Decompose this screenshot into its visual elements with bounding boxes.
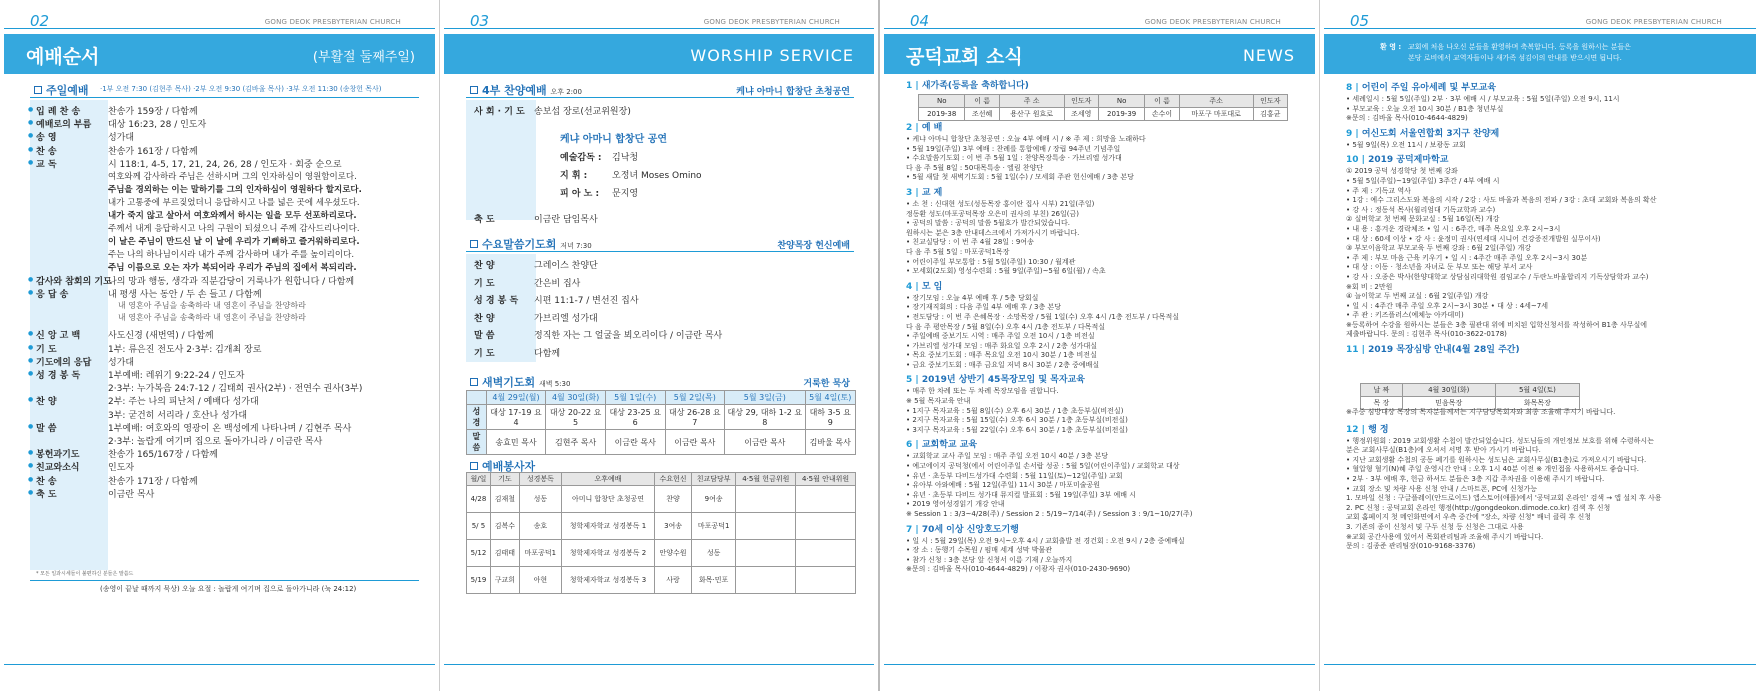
responsive-line: 주는 나의 하나님이시라 내가 주께 감사하며 내가 주를 높이리이다. <box>108 250 355 260</box>
page-subtitle: (부활절 둘째주일) <box>312 50 415 65</box>
column-header: 4월 30일(화) <box>1402 384 1495 397</box>
service-label: 기 도 <box>474 348 495 359</box>
order-value: 1부: 류은진 전도사 2·3부: 김개최 장로 <box>108 344 262 355</box>
news-heading: 12 | 행 정 <box>1346 424 1389 435</box>
order-label: 예배로의 부름 <box>36 120 92 131</box>
news-line: ※문의 : 김바울 목사(010-4644-4829) <box>1346 114 1468 123</box>
news-heading: 9 | 여신도회 서울연합회 3지구 찬양제 <box>1346 128 1500 139</box>
cast-label: 피 아 노 : <box>560 189 600 199</box>
order-label: 찬 송 <box>36 476 57 487</box>
responsive-line: 이 날은 주님이 만드신 날 이 날에 우리가 기뻐하고 즐거워하리로다. <box>108 237 360 247</box>
column-header: 4·5월 안내위원 <box>796 473 856 486</box>
news-line: • 세례일시 : 5월 5일(주일) 2부 · 3부 예배 시 / 부모교육 : 5월 5일(주일) 오전 9시, 11시 <box>1346 95 1620 103</box>
page-title: WORSHIP SERVICE <box>690 46 854 65</box>
table-cell: 마포구 마포대로 <box>1179 108 1253 121</box>
dawn-prayer-table <box>466 390 856 455</box>
title-banner <box>444 34 874 74</box>
news-line: • 장기재직회의 : 다음 주일 4부 예배 후 / 3층 본당 <box>906 303 1061 312</box>
column-header: 오후예배 <box>561 473 654 486</box>
order-label: 찬 양 <box>36 397 57 408</box>
response-line: 내 영혼아 주님을 송축하라 내 영혼이 주님을 찬양하라 <box>118 301 306 311</box>
table-row <box>467 513 856 540</box>
order-value: 찬송가 165/167장 / 다함께 <box>108 450 218 461</box>
order-label: 성 경 봉 독 <box>36 371 81 381</box>
service-value: 시편 11:1-7 / 변선진 집사 <box>534 296 639 306</box>
table-cell: 믿음목장 <box>1402 397 1495 410</box>
news-col <box>906 80 1306 93</box>
table-cell: 5/19 <box>467 567 491 594</box>
church-name: GONG DEOK PRESBYTERIAN CHURCH <box>1585 18 1722 26</box>
service-value: 간은비 집사 <box>534 278 581 289</box>
news-heading: 11 | 2019 목장심방 안내(4월 28일 주간) <box>1346 345 1520 356</box>
table-row <box>467 430 856 455</box>
news-line: • 모세회(2도회) 영성수련회 : 5월 9일(주일)~5월 6일(월) / 속초 <box>906 267 1106 276</box>
order-value: 1부예배: 여호와의 영광이 온 백성에게 나타나며 / 김현주 목사 <box>108 423 352 434</box>
order-label: 축 도 <box>36 489 57 500</box>
welcome-banner <box>1324 34 1756 74</box>
section-theme: 케냐 아마니 합창단 초청공연 <box>736 87 850 97</box>
table-cell: 대상 26-28 요 7 <box>665 405 725 430</box>
news-line: • 예고에이지 공덕청(에서 어린이주일 손서랍 성공 : 5월 5일(어린이주일) / 교회학교 대상 <box>906 462 1180 471</box>
table-cell: 5/ 5 <box>467 513 491 540</box>
service-label: 찬 양 <box>474 313 495 324</box>
table-cell: 김바울 목사 <box>805 430 856 455</box>
table-cell: 용산구 원효로 <box>999 108 1064 121</box>
news-line: ① 2019 공덕 성경학당 첫 번째 강좌 <box>1346 167 1458 176</box>
news-line: • 일 시 : 5월 29일(목) 오전 9시~오후 4시 / 교회출발 전 경건회 : 오전 9시 / 2층 중예배실 <box>906 536 1185 545</box>
news-line: • 지난 교회생활 수첩의 공동 폐기를 원하시는 성도님은 교회사무실(B1층)로 가져오시기 바랍니다. <box>1346 455 1647 464</box>
page-news <box>880 0 1320 691</box>
column-header: 기도 <box>490 473 519 486</box>
column-header: 이 름 <box>965 95 999 108</box>
table-cell: 목 장 <box>1361 397 1403 410</box>
service-value: 정직한 자는 그 얼굴을 뵈오리이다 / 이금란 목사 <box>534 331 723 341</box>
today-verse: (송영이 끝날 때까지 묵상) 오늘 요절 : 놀랍게 여기며 집으로 돌아가니라 (눅 24:12) <box>100 585 357 593</box>
table-cell: 아현 <box>519 567 561 594</box>
section-title: 주일예배 <box>34 82 89 98</box>
news-line: ③ 부모이음학교 부모교육 두 번째 강좌 : 6월 2일(주일) 개강 <box>1346 244 1532 253</box>
cast-label: 예술감독 : <box>560 153 602 163</box>
news-line: • 2부 · 3부 예배 후, 헌금 하셔도 분들은 3층 지갑 주차권을 이용해 주시기 바랍니다. <box>1346 474 1605 483</box>
table-cell <box>796 513 856 540</box>
responsive-line: 주께서 내게 응답하시고 나의 구원이 되셨으니 주께 감사드리나이다. <box>108 224 360 234</box>
order-label: 응 답 송 <box>36 290 69 301</box>
news-line: • 주 관 : 키즈플러스(예체능 아카데미) <box>1346 311 1464 320</box>
service-label: 기 도 <box>474 278 495 289</box>
news-list <box>1346 82 1746 361</box>
news-line: • 5월 새달 첫 새벽기도회 : 5월 1일(수) / 모세회 주관 헌신예배 / 3층 본당 <box>906 173 1134 182</box>
order-label: 친교와소식 <box>36 463 80 474</box>
responsive-line: 내가 죽지 않고 살아서 여호와께서 하시는 일을 모두 선포하리로다. <box>108 211 357 221</box>
cast-label: 지 휘 : <box>560 171 588 181</box>
news-line: • 행정위원회 : 2019 교회생활 수첩이 발간되었습니다. 성도님들의 개인정보 보호를 위해 수령하시는 <box>1346 436 1654 445</box>
table-header <box>467 473 856 486</box>
news-line: • 일 시 : 4주간 매주 주일 오후 2시~3시 30분 • 대 상 : 4세~7세 <box>1346 301 1548 310</box>
table-header <box>919 95 1288 108</box>
news-line: • 강 사 : 오종은 박사(한양대학교 상담심리대학원 겸임교수 / 두란노바울합리지 기독상담학과 교수) <box>1346 272 1649 281</box>
section-title: 새벽기도회 새벽 5:30 <box>470 374 570 390</box>
page-title: 공덕교회 소식 <box>906 46 1023 68</box>
news-line: 다 음 주 5월 5일 : 마포공덕1목장 <box>906 247 1010 256</box>
table-cell: 구교희 <box>490 567 519 594</box>
column-header: 이 름 <box>1145 95 1179 108</box>
response-line: 내 영혼아 주님을 송축하라 내 영혼이 주님을 찬양하라 <box>118 313 306 323</box>
news-line: • 수요말씀기도회 : 이 번 주 5월 1일 : 찬양목장특송 · 가브리엘 성가대 <box>906 154 1122 163</box>
page-news-2 <box>1320 0 1760 691</box>
title-banner <box>884 34 1315 74</box>
column-header: 주소 <box>1179 95 1253 108</box>
news-line: 분은 교회사무실(B1층)에 오셔서 서명 후 받아 가시기 바랍니다. <box>1346 446 1541 455</box>
table-row <box>919 108 1288 121</box>
news-line: • 가브리엘 성가대 모임 : 매주 화요일 오후 2시 / 2층 성가대실 <box>906 341 1097 350</box>
news-heading: 10 | 2019 공덕제마학교 <box>1346 155 1449 166</box>
news-line: 다 음 주 5월 8일 : 50대목특송 · 엘림 찬양단 <box>906 163 1044 172</box>
order-value: 1부예배: 레위기 9:22-24 / 인도자 <box>108 371 245 381</box>
news-line: ※ 5월 목자교육 안내 <box>906 397 971 406</box>
visit-table <box>1360 383 1580 410</box>
table-cell: 김복수 <box>490 513 519 540</box>
news-line: • 교회 장소 및 차량 사용 신청 안내 / 스마트폰, PC에 신청가능 <box>1346 484 1538 493</box>
table-cell: 찬양 <box>655 486 692 513</box>
news-line: • 1강 : 예수 그리스도와 복음의 시작 / 2강 : 사도 바울과 복음의 전파 / 3강 : 초대 교회와 복음의 확산 <box>1346 196 1657 205</box>
column-header: 주 소 <box>999 95 1064 108</box>
table-cell: 3여송 <box>655 513 692 540</box>
table-cell: 대상 29, 대하 1-2 요 8 <box>725 405 805 430</box>
news-line: • 1지구 목자교육 : 5월 8일(수) 오후 6시 30분 / 1층 초등부실(비전실) <box>906 406 1124 415</box>
column-header: 성경봉독 <box>519 473 561 486</box>
news-line: • 2019 영어성경읽기 개강 안내 <box>906 500 1005 509</box>
table-cell <box>736 567 796 594</box>
order-label: 찬 송 <box>36 146 57 157</box>
column-header: 4·5월 헌금위원 <box>736 473 796 486</box>
concert-title: 케냐 아마니 합창단 공연 <box>560 134 668 145</box>
news-line: 3. 기존의 종이 신청서 및 구두 신청 등 신청은 그대로 사용 <box>1346 522 1524 531</box>
order-value: 2·3부: 누가복음 24:7-12 / 김태희 권사(2부) · 전연수 권사(3부) <box>108 384 363 395</box>
table-cell: 화목·민포 <box>691 567 735 594</box>
news-line: • 유년 · 초등부 다비드 성가대 뮤지컬 발표회 : 5월 19일(주일) 3부 예배 시 <box>906 490 1136 499</box>
table-cell <box>796 486 856 513</box>
responsive-line: 주님을 경외하는 이는 말하기를 그의 인자하심이 영원하다 할지로다. <box>108 185 362 195</box>
column-header: 5월 3일(금) <box>725 391 805 405</box>
news-line: ※주중 심방대상 목장의 목자분들께서는 지구담당목회자와 최종 조율해 주시기 바랍니다. <box>1346 408 1616 416</box>
table-cell: 대상 20-22 요 5 <box>546 405 606 430</box>
table-cell: 송호 <box>519 513 561 540</box>
column-header: 5월 4일(토) <box>1495 384 1579 397</box>
cast-value: 김낙청 <box>612 153 639 163</box>
news-line: 교회 홈페이지 첫 메인화면에서 우측 중간에 "장소, 차량 신청" 배너 클릭 후 신청 <box>1346 513 1591 522</box>
order-label: 기도에의 응답 <box>36 357 92 368</box>
table-cell: 청학제자학교 성경봉독 1 <box>561 513 654 540</box>
page-number: 05 <box>1350 12 1370 30</box>
table-cell: 사랑 <box>655 567 692 594</box>
service-value: 그레이스 찬양단 <box>534 261 598 271</box>
cast-value: 오정녀 Moses Omino <box>612 171 702 181</box>
table-cell: 대하 3-5 요 9 <box>805 405 856 430</box>
news-line: • 유아부 아와예배 : 5월 12일(주일) 11시 30분 / 마포미술공원 <box>906 481 1100 490</box>
church-name: GONG DEOK PRESBYTERIAN CHURCH <box>1144 18 1281 26</box>
news-heading: 1 | 새가족(등록을 축하합니다) <box>906 81 1029 91</box>
news-line: ④ 늘이학교 두 번째 교실 : 6월 2일(주일) 개강 <box>1346 292 1489 301</box>
order-value: 내 평생 사는 동안 / 두 손 들고 / 다함께 <box>108 290 262 301</box>
table-cell: 마포공덕1 <box>519 540 561 567</box>
newcomer-table <box>918 94 1288 121</box>
order-label: 기 도 <box>36 344 57 355</box>
column-header: 날 짜 <box>1361 384 1403 397</box>
cast-value: 문지영 <box>612 189 639 199</box>
news-line: • 매주 한 차례 또는 두 차례 목장모임을 권합니다. <box>906 387 1059 396</box>
news-line: • 친교실담당 : 이 번 주 4월 28일 : 9여송 <box>906 238 1034 247</box>
section-title: 4부 찬양예배 오후 2:00 <box>470 82 582 98</box>
news-line: • 대 상 : 이동 · 청소년을 자녀로 둔 부모 또는 해당 부서 교사 <box>1346 263 1533 272</box>
table-cell <box>736 513 796 540</box>
news-line: 2. PC 신청 : 공덕교회 온라인 행정(http://gongdeokon.dimode.co.kr) 검색 후 신청 <box>1346 503 1611 512</box>
table-row <box>467 540 856 567</box>
page-title: 예배순서 <box>26 46 100 68</box>
order-value: 성가대 <box>108 357 135 368</box>
news-line: • 대 상 : 60세 이상 • 강 사 : 윤정미 권사(연세대 시니어 건강증진개발원 실무이사) <box>1346 234 1601 243</box>
table-cell: 성동 <box>691 540 735 567</box>
news-line: 1. 모바일 신청 : 구글플레이(안드로이드) 앱스토어(애플)에서 '공덕교회 온라인' 검색 → 앱 설치 후 사용 <box>1346 494 1662 503</box>
news-heading: 6 | 교회학교 교육 <box>906 440 978 451</box>
table-cell: 말씀 <box>467 430 487 455</box>
column-header: 5월 4일(토) <box>805 391 856 405</box>
news-line: ※교회 공간사용에 있어서 목회관리팀과 조율해 주시기 바랍니다. <box>1346 532 1544 541</box>
order-value: 2·3부: 놀랍게 여기며 집으로 돌아가니라 / 이금란 목사 <box>108 437 323 447</box>
church-name: GONG DEOK PRESBYTERIAN CHURCH <box>264 18 401 26</box>
news-line: • 주 제 : 부모 마음 근육 키우기 • 일 시 : 4주간 매주 주일 오후 2시~3시 30분 <box>1346 253 1588 262</box>
table-cell <box>736 486 796 513</box>
service-value: 다함께 <box>534 348 561 359</box>
table-cell: 아미니 합창단 초청공연 <box>561 486 654 513</box>
page-number: 03 <box>470 12 490 30</box>
news-heading: 3 | 교 제 <box>906 187 943 198</box>
news-line: ※회 비 : 2만원 <box>1346 282 1393 291</box>
table-cell: 화목목장 <box>1495 397 1579 410</box>
table-row <box>467 405 856 430</box>
table-cell: 손수이 <box>1145 108 1179 121</box>
news-line: • 주일예배 중보기도 시역 : 매주 주일 오전 10시 / 1층 비전실 <box>906 332 1095 341</box>
table-cell: 조세영 <box>1064 108 1098 121</box>
order-label: 말 씀 <box>36 423 57 434</box>
news-line: • 5월 5일(주일)~19일(주일) 3주간 / 4부 예배 시 <box>1346 176 1500 185</box>
column-header: No <box>919 95 965 108</box>
order-value: 인도자 <box>108 463 135 474</box>
order-value: 대상 16:23, 28 / 인도자 <box>108 120 207 131</box>
table-cell: 성동 <box>519 486 561 513</box>
news-line: • 5월 19일(주일) 3부 예배 : 찬례를 통합예배 / 장립 94주년 기념주일 <box>906 144 1121 153</box>
service-label: 성 경 봉 독 <box>474 296 519 306</box>
table-cell: 안양수원 <box>655 540 692 567</box>
news-line: • 부모교육 : 오늘 오전 10시 30분 / B1층 청년부실 <box>1346 104 1504 113</box>
welcome-text: 환 영 : 교회에 처음 나오신 분들을 환영하며 축복합니다. 등록을 원하시는 분들은 본당 로비에서 교역자들이나 새가족 섬김이의 안내를 받으시면 됩니다. <box>1380 43 1631 62</box>
table-cell: 성경 <box>467 405 487 430</box>
news-heading: 4 | 모 임 <box>906 281 943 292</box>
order-label: 봉헌과기도 <box>36 450 80 461</box>
table-cell: 4/28 <box>467 486 491 513</box>
news-line: • 3지구 목자교육 : 5월 22일(수) 오후 6시 30분 / 1층 초등부실(비전실) <box>906 425 1128 434</box>
order-value: 사도신경 (새번역) / 다함께 <box>108 331 214 342</box>
column-header: 5월 2일(목) <box>665 391 725 405</box>
order-value: 시 118:1, 4-5, 17, 21, 24, 26, 28 / 인도자 · 회중 순으로 <box>108 159 342 170</box>
news-line: 정동환 성도(마포공덕목장 오은미 권사의 부친) 26일(금) <box>906 209 1079 218</box>
column-header: 수요헌신 <box>655 473 692 486</box>
column-header: No <box>1098 95 1144 108</box>
news-line: ※ Session 1 : 3/3~4/28(주) / Session 2 : 5/19~7/14(주) / Session 3 : 9/1~10/27(주) <box>906 510 1193 518</box>
order-value: 나의 망과 행동, 생각과 직분감당이 거룩나가 원합니다 / 다함께 <box>108 277 355 287</box>
order-label: 입 례 찬 송 <box>36 107 81 117</box>
order-value: 찬송가 171장 / 다함께 <box>108 476 198 487</box>
news-line: 제출바랍니다. 문의 : 김현주 목사(010-3622-0178) <box>1346 330 1507 339</box>
table-cell: 김현주 목사 <box>546 430 606 455</box>
order-label: 송 영 <box>36 133 57 144</box>
news-line: • 케냐 아마니 합창단 초청공연 : 오늘 4부 예배 시 / ※ 주 제 : 희망을 노래하다 <box>906 135 1146 143</box>
news-line: ※문의 : 김바울 목사(010-4644-4829) / 이광자 권사(010-2430-9690) <box>906 565 1131 574</box>
news-line: • 강 사 : 정동석 목사(윌리엄대 기독교학과 교수) <box>1346 205 1496 214</box>
page-number: 02 <box>30 12 50 30</box>
news-line: • 금요 중보기도회 : 매주 금요일 저녁 8시 30분 / 2층 중예배실 <box>906 360 1100 369</box>
table-header <box>467 391 856 405</box>
news-heading: 2 | 예 배 <box>906 123 943 133</box>
column-header: 인도자 <box>1253 95 1287 108</box>
news-line: • 5월 9일(목) 오전 11시 / 보광동 교회 <box>1346 140 1466 149</box>
table-row <box>467 486 856 513</box>
column-header: 4월 30일(화) <box>546 391 606 405</box>
table-cell <box>796 540 856 567</box>
table-cell: 조선혜 <box>965 108 999 121</box>
table-cell: 김홍균 <box>1253 108 1287 121</box>
table-cell: 청학제자학교 성경봉독 2 <box>561 540 654 567</box>
news-line: • 유년 · 초등부 다비드성가대 수련회 : 5월 11일(토)~12일(주일) 교회 <box>906 471 1123 480</box>
page-worship-service: 03 GONG DEOK PRESBYTERIAN CHURCH WORSHIP SERVICE 4부 찬양예배 오후 2:00 케냐 아마니 합창단 초청공연 사 회 · 기 도 송보섭 장로(선교위원장) 케냐 아마니 합창단 공연 예술감독 : 김낙청 지 휘 : 오정녀 Moses Omino 피 아 노 : 문지영 축 도 이금란 담임목사 수요말씀기도회 저녁 7:30 찬양목장 헌신예배 찬 양 그레이스 찬양단 기 도 간은비 집사 성 경 봉 독 시편 11:1-7 / 변선진 집사 찬 양 가브리엘 성가대 말 씀 정직한 자는 그 얼굴을 뵈오리이다 / 이금란 목사 기 도 다함께 새벽기도회 새벽 5:30 거룩한 묵상 4월 29일(월) 4월 30일(화) 5월 1일(수) 5월 2일(목) 5월 3일(금) 5월 4일(토) 성경 대상 17-19 요 4 대상 20-22 요 5 대상 23-25 요 6 대상 26-28 요 7 대상 29, 대하 1-2 요 8 대하 3-5 요 9 말씀 송효민 목사 김현주 목사 이금란 목사 이금란 목사 이금란 목사 김바울 목사 예배봉사자 월/일 기도 성경봉독 오후예배 수요헌신 친교담당부 4·5월 헌금위원 4·5월 안내위원 4/28 김재철 성동 아미니 합창단 초청공연 찬양 9여송 5/ 5 김복수 송호 청학제자학교 성경봉독 1 3여송 마포공덕1 5/12 김태태 마포공덕1 청학제자학교 성경봉독 2 안양수원 성동 5/19 구교희 아현 청학제자학교 성경봉독 3 사랑 화목·민포 <box>440 0 880 691</box>
page-title-en: NEWS <box>1242 46 1295 65</box>
table-cell: 이금란 목사 <box>725 430 805 455</box>
order-label: 신 앙 고 백 <box>36 331 81 342</box>
news-heading: 7 | 70세 이상 신앙호도기행 <box>906 524 1019 535</box>
table-cell: 대상 23-25 요 6 <box>605 405 665 430</box>
table-cell: 이금란 목사 <box>605 430 665 455</box>
responsive-line: 주님 이름으로 오는 자가 복되어라 우리가 주님의 집에서 복되리라. <box>108 263 357 273</box>
table-cell: 대상 17-19 요 4 <box>486 405 546 430</box>
footnote: * 모든 일과시세들이 불편하신 분들은 말씀드 <box>36 571 134 577</box>
table-cell: 청학제자학교 성경봉독 3 <box>561 567 654 594</box>
table-row <box>467 567 856 594</box>
title-banner <box>4 34 435 74</box>
news-line: • 2지구 목자교육 : 5월 15일(수) 오후 6시 30분 / 1층 초등부실(비전실) <box>906 416 1128 425</box>
service-label: 찬 양 <box>474 261 495 271</box>
news-heading: 5 | 2019년 상반기 45목장모임 및 목자교육 <box>906 375 1085 386</box>
news-line: • 장기모임 : 오늘 4부 예배 후 / 5층 당회실 <box>906 293 1039 302</box>
column-header: 월/일 <box>467 473 491 486</box>
table-cell: 5/12 <box>467 540 491 567</box>
order-label: 감사와 참회의 기도 <box>36 277 112 287</box>
order-value: 2부: 주는 나의 피난처 / 예배다 성가대 <box>108 397 259 408</box>
news-line: • 내 용 : 흥겨운 경락체조 • 일 시 : 6주간, 매주 목요일 오후 2시~3시 <box>1346 224 1561 233</box>
volunteer-table <box>466 472 856 594</box>
service-label: 말 씀 <box>474 331 495 341</box>
order-value: 성가대 <box>108 133 135 144</box>
column-header: 친교담당부 <box>691 473 735 486</box>
news-line: • 주 제 : 기독교 역사 <box>1346 186 1411 195</box>
column-header: 5월 1일(수) <box>605 391 665 405</box>
news-list <box>906 122 1306 579</box>
news-line: 다 음 주 평안목장 / 5월 8일(수) 오후 4시 /1층 전도부 / 다목적실 <box>906 322 1106 331</box>
section-title: 수요말씀기도회 저녁 7:30 <box>470 236 592 252</box>
news-line: 문의 : 김종준 관리팀장(010-9168-3376) <box>1346 542 1476 551</box>
news-line: • 참가 신청 : 3층 본당 앞 신청서 이름 기재 / 오늘까지 <box>906 555 1073 564</box>
news-line: • 소 천 : 신대현 성도(성동목장 홍이란 집사 시부) 21일(주일) <box>906 199 1095 208</box>
table-cell: 마포공덕1 <box>691 513 735 540</box>
table-cell: 송효민 목사 <box>486 430 546 455</box>
order-value: 3부: 굳건히 서리라 / 호산나 성가대 <box>108 410 248 421</box>
order-value: 찬송가 159장 / 다함께 <box>108 107 198 117</box>
church-name: GONG DEOK PRESBYTERIAN CHURCH <box>703 18 840 26</box>
order-value: 이금란 목사 <box>108 489 155 500</box>
news-line: ※등록하여 수강을 원하시는 분들은 3층 필관대 위에 비치된 입학신청서를 작성하여 B1층 사무실에 <box>1346 320 1648 329</box>
service-value: 가브리엘 성가대 <box>534 313 598 324</box>
table-cell <box>796 567 856 594</box>
table-header <box>1361 384 1580 397</box>
order-label: 교 독 <box>36 159 57 170</box>
service-times: ·1부 오전 7:30 (김현주 목사) ·2부 오전 9:30 (김바울 목사) ·3부 오전 11:30 (송창헌 목사) <box>100 85 382 93</box>
news-line: 원하시는 분은 3층 안내데스크에서 가져가시기 바랍니다. <box>906 228 1080 237</box>
table-cell: 이금란 목사 <box>665 430 725 455</box>
news-line: ② 실버학교 첫 번째 문화교실 : 5월 16일(목) 개강 <box>1346 215 1500 224</box>
page-number: 04 <box>910 12 930 30</box>
news-list <box>1346 408 1746 552</box>
news-line: • 혈압형 혈기(N)혜 주일 운영시간 안내 : 오후 1시 40분 이전 ※ 개인접을 사용하셔도 좋습니다. <box>1346 465 1639 474</box>
order-value: 찬송가 161장 / 다함께 <box>108 146 198 157</box>
news-line: • 목요 중보기도회 : 매주 목요일 오전 10시 30분 / 1층 비전실 <box>906 351 1097 360</box>
column-header: 인도자 <box>1064 95 1098 108</box>
table-cell: 김태태 <box>490 540 519 567</box>
responsive-line: 내가 고통중에 부르짖었더니 응답하시고 나를 넓은 곳에 세우셨도다. <box>108 198 360 208</box>
news-heading: 8 | 어린이 주일 유아세례 및 부모교육 <box>1346 83 1497 93</box>
section-title: 예배봉사자 <box>470 458 535 474</box>
news-line: • 전도담당 : 이 번 주 은혜목장 · 소망목장 / 5월 1일(수) 오후 4시 /1층 전도부 / 다목적실 <box>906 312 1179 321</box>
table-cell: 2019-39 <box>1098 108 1144 121</box>
page-worship-order: 02 GONG DEOK PRESBYTERIAN CHURCH 예배순서 (부활절 둘째주일) 주일예배 ·1부 오전 7:30 (김현주 목사) ·2부 오전 9:30 (김바울 목사) ·3부 오전 11:30 (송창헌 목사) ● 입 례 찬 송 찬송가 159장 / 다함께 ● 예배로의 부름 대상 16:23, 28 / 인도자 ● 송 영 성가대 ● 찬 송 찬송가 161장 / 다함께 ● 교 독 시 118:1, 4-5, 17, 21, 24, 26, 28 / 인도자 · 회중 순으로 여호와께 감사하라 주님은 선하시며 그의 인자하심이 영원함이로다. 주님을 경외하는 이는 말하기를 그의 인자하심이 영원하다 할지로다. 내가 고통중에 부르짖었더니 응답하시고 나를 넓은 곳에 세우셨도다. 내가 죽지 않고 살아서 여호와께서 하시는 일을 모두 선포하리로다. 주께서 내게 응답하시고 나의 구원이 되셨으니 주께 감사드리나이다. 이 날은 주님이 만드신 날 이 날에 우리가 기뻐하고 즐거워하리로다. 주는 나의 하나님이시라 내가 주께 감사하며 내가 주를 높이리이다. 주님 이름으로 오는 자가 복되어라 우리가 주님의 집에서 복되리라. ● 감사와 참회의 기도 나의 망과 행동, 생각과 직분감당이 거룩나가 원합니다 / 다함께 ● 응 답 송 내 평생 사는 동안 / 두 손 들고 / 다함께 내 영혼아 주님을 송축하라 내 영혼이 주님을 찬양하라 내 영혼아 주님을 송축하라 내 영혼이 주님을 찬양하라 ● 신 앙 고 백 사도신경 (새번역) / 다함께 ● 기 도 1부: 류은진 전도사 2·3부: 김개최 장로 ● 기도에의 응답 성가대 ● 성 경 봉 독 1부예배: 레위기 9:22-24 / 인도자 2·3부: 누가복음 24:7-12 / 김태희 권사(2부) · 전연수 권사(3부) ● 찬 양 2부: 주는 나의 피난처 / 예배다 성가대 3부: 굳건히 서리라 / 호산나 성가대 ● 말 씀 1부예배: 여호와의 영광이 온 백성에게 나타나며 / 김현주 목사 2·3부: 놀랍게 여기며 집으로 돌아가니라 / 이금란 목사 ● 봉헌과기도 찬송가 165/167장 / 다함께 ● 친교와소식 인도자 ● 찬 송 찬송가 171장 / 다함께 ● 축 도 이금란 목사 * 모든 일과시세들이 불편하신 분들은 말씀드 (송영이 끝날 때까지 묵상) 오늘 요절 : 놀랍게 여기며 집으로 돌아가니라 (눅 24:12) <box>0 0 440 691</box>
section-theme: 찬양목장 헌신예배 <box>777 241 850 251</box>
table-cell <box>736 540 796 567</box>
news-line: • 교회학교 교사 주일 모임 : 매주 주일 오전 10시 40분 / 3층 본당 <box>906 452 1109 461</box>
table-cell: 9여송 <box>691 486 735 513</box>
column-header: 4월 29일(월) <box>486 391 546 405</box>
news-line: • 장 소 : 동행기 수목원 / 펌매 세계 성막 박물관 <box>906 546 1053 555</box>
table-cell: 2019-38 <box>919 108 965 121</box>
news-line: • 공덕의 말씀 : 공덕의 말씀 5월호가 발간되었습니다. <box>906 219 1070 228</box>
section-theme: 거룩한 묵상 <box>803 379 850 389</box>
responsive-line: 여호와께 감사하라 주님은 선하시며 그의 인자하심이 영원함이로다. <box>108 172 357 182</box>
table-cell: 김재철 <box>490 486 519 513</box>
news-line: • 어린이주일 부모통합 : 5월 5일(주일) 10:30 / 월계관 <box>906 257 1076 266</box>
